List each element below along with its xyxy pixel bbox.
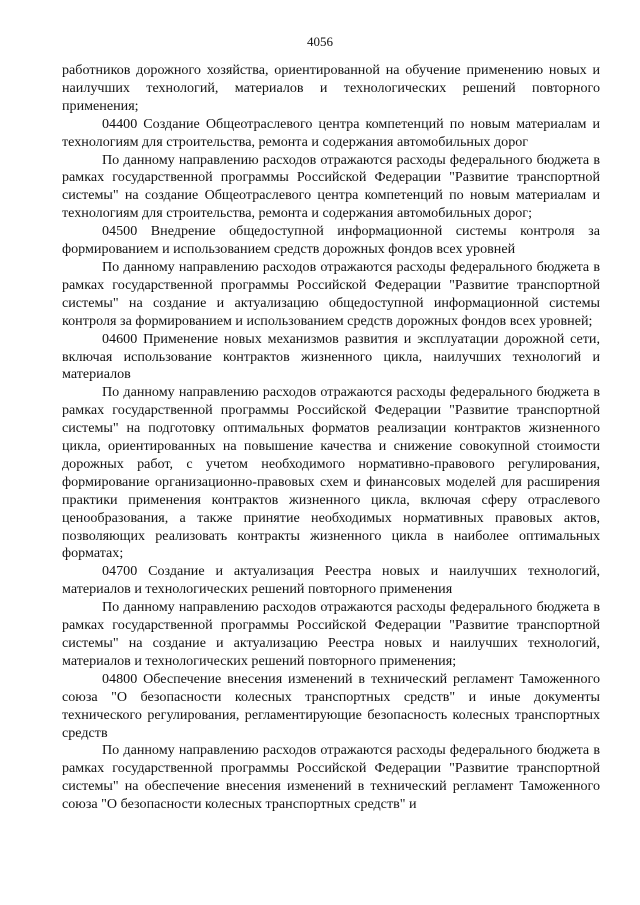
- paragraph-04500-description: По данному направлению расходов отражаются расходы федерального бюджета в рамках государственной программы Российской Федерации "Развитие транспортной системы" на создание и актуализацию общедоступной информационной системы контроля за формированием и использованием средств дорожных фондов всех уровней;: [62, 258, 600, 329]
- section-heading-04700: 04700 Создание и актуализация Реестра новых и наилучших технологий, материалов и технологических решений повторного применения: [62, 563, 600, 598]
- section-heading-04400: 04400 Создание Общеотраслевого центра компетенций по новым материалам и технологиям для строительства, ремонта и содержания автомобильных дорог: [62, 115, 600, 150]
- paragraph-continuation: работников дорожного хозяйства, ориентированной на обучение применению новых и наилучших технологий, материалов и технологических решений повторного применения;: [62, 62, 600, 114]
- page-number: 4056: [307, 34, 333, 49]
- section-heading-04600: 04600 Применение новых механизмов развития и эксплуатации дорожной сети, включая использование контрактов жизненного цикла, наилучших технологий и материалов: [62, 330, 600, 383]
- section-heading-04800: 04800 Обеспечение внесения изменений в технический регламент Таможенного союза "О безопасности колесных транспортных средств" и иные документы технического регулирования, регламентирующие безопасность колесных транспортных средств: [62, 670, 600, 741]
- paragraph-04800-description: По данному направлению расходов отражаются расходы федерального бюджета в рамках государственной программы Российской Федерации "Развитие транспортной системы" на обеспечение внесения изменений в технический регламент Таможенного союза "О безопасности колесных транспортных средств" и: [62, 742, 600, 813]
- section-heading-04500: 04500 Внедрение общедоступной информационной системы контроля за формированием и использованием средств дорожных фондов всех уровней: [62, 223, 600, 258]
- paragraph-04600-description: По данному направлению расходов отражаются расходы федерального бюджета в рамках государственной программы Российской Федерации "Развитие транспортной системы" на подготовку оптимальных форматов реализации контрактов жизненного цикла, ориентированных на повышение качества и снижение совокупной стоимости дорожных работ, с учетом необходимого нормативно-правового регулирования, формирование организационно-правовых схем и финансовых моделей для расширения практики применения контрактов жизненного цикла, включая сферу отраслевого ценообразования, а также принятие необходимых нормативных правовых актов, позволяющих реализовать контракты жизненного цикла в наиболее оптимальных форматах;: [62, 384, 600, 562]
- paragraph-04400-description: По данному направлению расходов отражаются расходы федерального бюджета в рамках государственной программы Российской Федерации "Развитие транспортной системы" на создание Общеотраслевого центра компетенций по новым материалам и технологиям для строительства, ремонта и содержания автомобильных дорог;: [62, 151, 600, 222]
- paragraph-04700-description: По данному направлению расходов отражаются расходы федерального бюджета в рамках государственной программы Российской Федерации "Развитие транспортной системы" на создание и актуализацию Реестра новых и наилучших технологий, материалов и технологических решений повторного применения;: [62, 599, 600, 669]
- document-body: [62, 62, 600, 814]
